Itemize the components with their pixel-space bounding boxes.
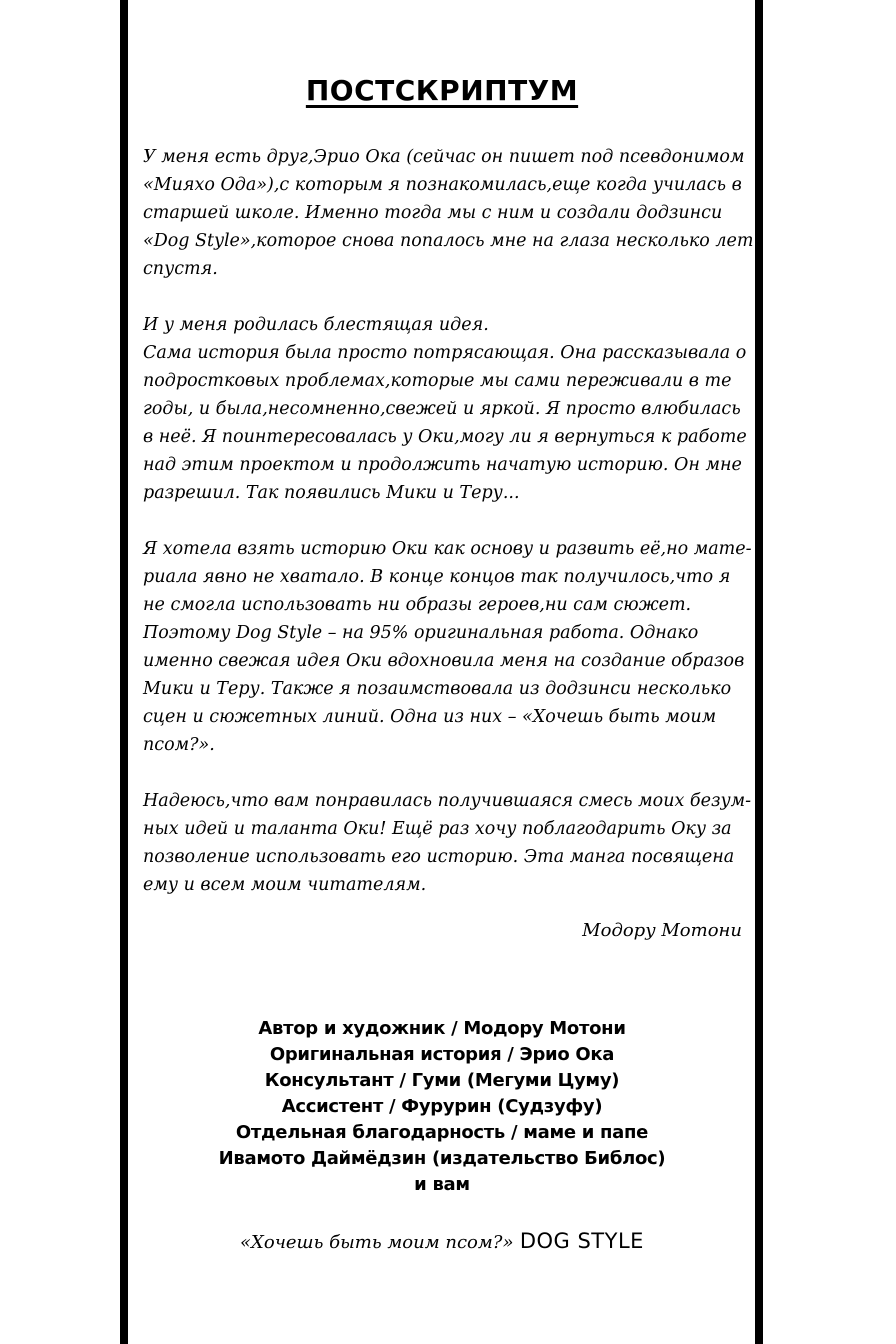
credits-block [0,1016,884,1198]
credit-line: Консультант / Гуми (Мегуми Цуму) [264,1070,620,1091]
credit-line: Ивамото Даймёдзин (издательство Библос) [218,1148,666,1169]
text-line: Поэтому Dog Style – на 95% оригинальная работа. Однако [143,623,699,643]
text-line: позволение использовать его историю. Эта манга посвящена [143,847,735,867]
text-line: Надеюсь,что вам понравилась получившаяся смесь моих безум- [143,791,752,811]
text-line: Сама история была просто потрясающая. Она рассказывала о [143,343,747,363]
paragraph-3 [143,535,751,759]
credit-line: Ассистент / Фурурин (Судзуфу) [281,1096,603,1117]
text-line: старшей школе. Именно тогда мы с ним и создали додзинси [143,203,723,223]
text-line: не смогла использовать ни образы героев,ни сам сюжет. [143,595,692,615]
text-line: «Dog Style»,которое снова попалось мне на глаза несколько лет [143,231,754,251]
afterword-body [143,143,754,927]
text-line: «Мияхо Ода»),с которым я познакомилась,еще когда училась в [143,175,742,195]
paragraph-4 [143,787,751,899]
text-line: подростковых проблемах,которые мы сами переживали в те [143,371,732,391]
credit-line: Автор и художник / Модору Мотони [258,1018,626,1039]
text-line: годы, и была,несомненно,свежей и яркой. Я просто влюбилась [143,399,741,419]
text-line: Мики и Теру. Также я позаимствовала из додзинси несколько [143,679,732,699]
credit-line: Отдельная благодарность / маме и папе [235,1122,649,1143]
text-line: Я хотела взять историю Оки как основу и развить её,но мате- [143,539,752,559]
text-line: У меня есть друг,Эрио Ока (сейчас он пишет под псевдонимом [143,147,745,167]
author-signature: Модору Мотони [582,920,742,941]
text-line: над этим проектом и продолжить начатую историю. Он мне [143,455,742,475]
paragraph-2 [143,311,751,507]
text-line: ных идей и таланта Оки! Ещё раз хочу поблагодарить Оку за [143,819,732,839]
footer-series-title [0,1226,884,1258]
text-line: риала явно не хватало. В конце концов так получилось,что я [143,567,731,587]
page-title: ПОСТСКРИПТУМ [305,74,579,107]
text-line: разрешил. Так появились Мики и Теру... [143,483,520,503]
footer-quote: «Хочешь быть моим псом?» [240,1232,514,1253]
text-line: псом?». [143,735,215,755]
text-line: сцен и сюжетных линий. Одна из них – «Хочешь быть моим [143,707,717,727]
text-line: именно свежая идея Оки вдохновила меня на создание образов [143,651,745,671]
footer-brand: DOG STYLE [519,1229,644,1253]
credit-line: и вам [414,1174,470,1195]
credit-line: Оригинальная история / Эрио Ока [269,1044,615,1065]
text-line: И у меня родилась блестящая идея. [143,315,489,335]
text-line: спустя. [143,259,218,279]
text-line: ему и всем моим читателям. [143,875,427,895]
text-line: в неё. Я поинтересовалась у Оки,могу ли я вернуться к работе [143,427,747,447]
paragraph-1 [143,143,754,283]
